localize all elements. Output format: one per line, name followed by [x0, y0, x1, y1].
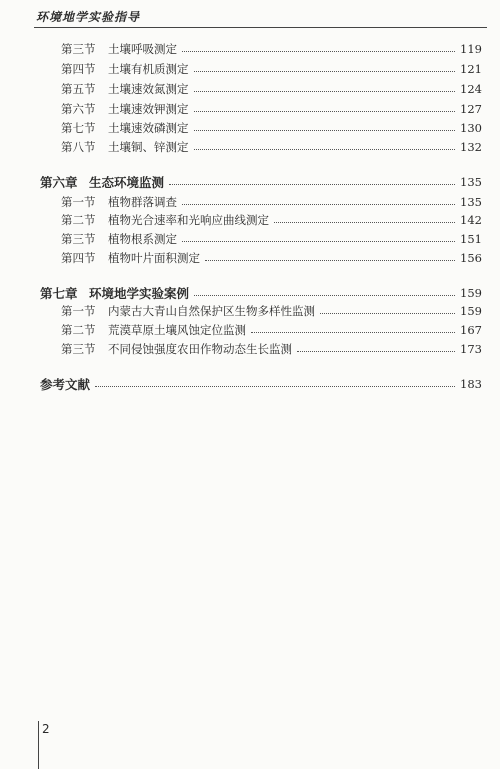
- leader-dots: [194, 149, 456, 150]
- toc-section-entry: [0, 193, 500, 211]
- section-title: 土壤速效磷测定: [108, 121, 189, 135]
- leader-dots: [194, 111, 456, 112]
- page-number-ref: 124: [460, 82, 482, 96]
- section-number: 第一节: [61, 195, 96, 209]
- section-number: 第三节: [61, 42, 96, 56]
- leader-dots: [169, 184, 455, 185]
- header-rule: [34, 27, 487, 28]
- toc-section-entry: [0, 302, 500, 320]
- leader-dots: [194, 91, 456, 92]
- toc-chapter-entry: [0, 173, 500, 191]
- toc-section-entry: [0, 249, 500, 267]
- section-number: 第四节: [61, 62, 96, 76]
- section-title: 不同侵蚀强度农田作物动态生长监测: [108, 342, 292, 356]
- page-number-ref: 183: [460, 377, 482, 391]
- section-title: 荒漠草原土壤风蚀定位监测: [108, 323, 246, 337]
- folio-rule: [38, 721, 39, 769]
- toc-chapter-entry: [0, 284, 500, 302]
- chapter-title: 环境地学实验案例: [89, 286, 190, 301]
- leader-dots: [194, 295, 455, 296]
- leader-dots: [182, 241, 455, 242]
- toc-references-entry: [0, 375, 500, 393]
- chapter-title: 生态环境监测: [89, 175, 165, 190]
- section-number: 第八节: [61, 140, 96, 154]
- chapter-number: 第七章: [40, 286, 78, 301]
- section-title: 植物群落调查: [108, 195, 177, 209]
- page-number-ref: 159: [460, 286, 482, 300]
- page-number-ref: 151: [460, 232, 482, 246]
- section-title: 土壤呼吸测定: [108, 42, 177, 56]
- section-title: 土壤速效钾测定: [108, 102, 189, 116]
- leader-dots: [194, 130, 456, 131]
- toc-section-entry: [0, 119, 500, 137]
- section-number: 第三节: [61, 342, 96, 356]
- toc-section-entry: [0, 40, 500, 58]
- page-number-ref: 119: [460, 42, 482, 56]
- section-number: 第三节: [61, 232, 96, 246]
- section-number: 第四节: [61, 251, 96, 265]
- leader-dots: [182, 51, 455, 52]
- toc-section-entry: [0, 211, 500, 229]
- page-number: 2: [42, 722, 50, 736]
- section-number: 第二节: [61, 213, 96, 227]
- section-number: 第七节: [61, 121, 96, 135]
- section-title: 土壤有机质测定: [108, 62, 189, 76]
- page-number-ref: 127: [460, 102, 482, 116]
- section-title: 植物光合速率和光响应曲线测定: [108, 213, 269, 227]
- page-number-ref: 142: [460, 213, 482, 227]
- page-number-ref: 130: [460, 121, 482, 135]
- toc-section-entry: [0, 230, 500, 248]
- leader-dots: [251, 332, 455, 333]
- section-title: 植物叶片面积测定: [108, 251, 200, 265]
- leader-dots: [297, 351, 455, 352]
- page-number-ref: 121: [460, 62, 482, 76]
- running-header: 环境地学实验指导: [36, 10, 141, 24]
- section-title: 土壤速效氮测定: [108, 82, 189, 96]
- section-number: 第一节: [61, 304, 96, 318]
- references-title: 参考文献: [40, 377, 91, 392]
- section-title: 土壤铜、锌测定: [108, 140, 189, 154]
- leader-dots: [320, 313, 455, 314]
- page-number-ref: 156: [460, 251, 482, 265]
- page-number-ref: 135: [460, 195, 482, 209]
- page-number-ref: 167: [460, 323, 482, 337]
- toc-section-entry: [0, 60, 500, 78]
- page-number-ref: 132: [460, 140, 482, 154]
- chapter-number: 第六章: [40, 175, 78, 190]
- section-title: 植物根系测定: [108, 232, 177, 246]
- toc-section-entry: [0, 100, 500, 118]
- toc-section-entry: [0, 138, 500, 156]
- leader-dots: [194, 71, 456, 72]
- toc-section-entry: [0, 340, 500, 358]
- section-number: 第六节: [61, 102, 96, 116]
- leader-dots: [182, 204, 455, 205]
- section-title: 内蒙古大青山自然保护区生物多样性监测: [108, 304, 315, 318]
- page-number-ref: 135: [460, 175, 482, 189]
- page-number-ref: 159: [460, 304, 482, 318]
- leader-dots: [205, 260, 455, 261]
- leader-dots: [274, 222, 455, 223]
- section-number: 第二节: [61, 323, 96, 337]
- toc-section-entry: [0, 321, 500, 339]
- leader-dots: [95, 386, 455, 387]
- section-number: 第五节: [61, 82, 96, 96]
- page-number-ref: 173: [460, 342, 482, 356]
- toc-section-entry: [0, 80, 500, 98]
